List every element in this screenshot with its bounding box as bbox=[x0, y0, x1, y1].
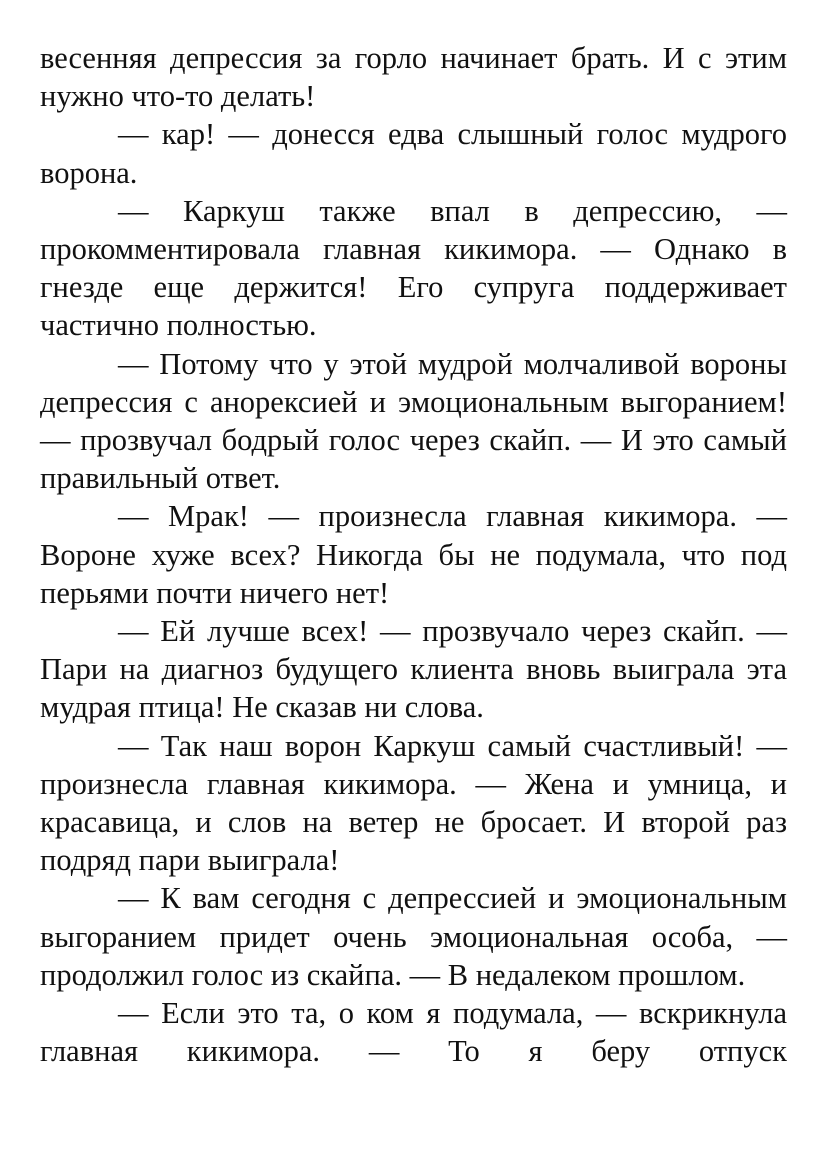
paragraph: — Если это та, о ком я подумала, — вскрикнула главная кикимора. — То я беру отпуск bbox=[40, 996, 787, 1069]
paragraph: — Мрак! — произнесла главная кикимора. — Вороне хуже всех? Никогда бы не подумала, что под перьями почти ничего нет! bbox=[40, 499, 787, 610]
paragraph: — Ей лучше всех! — прозвучало через скайп. — Пари на диагноз будущего клиента вновь выиграла эта мудрая птица! Не сказав ни слова. bbox=[40, 614, 787, 725]
paragraph: — Потому что у этой мудрой молчаливой вороны депрессия с анорексией и эмоциональным выгоранием! — прозвучал бодрый голос через скайп. — И это самый правильный ответ. bbox=[40, 346, 787, 496]
book-page bbox=[40, 39, 787, 1070]
paragraph: — Так наш ворон Каркуш самый счастливый! — произнесла главная кикимора. — Жена и умница, и красавица, и слов на ветер не бросает. И второй раз подряд пари выиграла! bbox=[40, 728, 787, 878]
paragraph: весенняя депрессия за горло начинает брать. И с этим нужно что-то делать! bbox=[40, 41, 787, 114]
paragraph: — кар! — донесся едва слышный голос мудрого ворона. bbox=[40, 117, 787, 190]
paragraph: — К вам сегодня с депрессией и эмоциональным выгоранием придет очень эмоциональная особа, — продолжил голос из скайпа. — В недалеком прошлом. bbox=[40, 881, 787, 992]
paragraph: — Каркуш также впал в депрессию, — прокомментировала главная кикимора. — Однако в гнезде еще держится! Его супруга поддерживает частично полностью. bbox=[40, 193, 787, 343]
